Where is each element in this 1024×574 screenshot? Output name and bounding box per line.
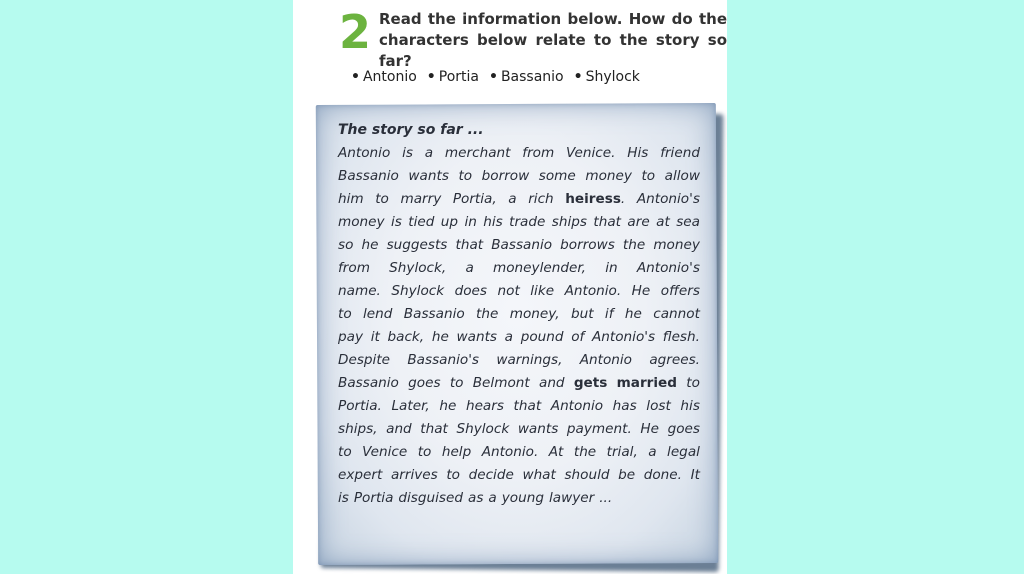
story-word: to bbox=[417, 444, 432, 460]
story-word: in bbox=[464, 214, 477, 230]
story-word: help bbox=[441, 444, 472, 460]
story-word: up bbox=[440, 214, 459, 230]
textbook-page bbox=[293, 0, 727, 574]
story-line bbox=[338, 188, 700, 211]
story-word: Bassanio bbox=[403, 306, 465, 322]
story-word: money bbox=[338, 214, 385, 230]
story-word: Shylock bbox=[391, 283, 445, 299]
story-word: Antonio. bbox=[564, 283, 622, 299]
story-word: Antonio's bbox=[592, 329, 656, 345]
story-word: pay bbox=[338, 329, 364, 345]
story-word: it bbox=[370, 329, 380, 345]
story-word: Antonio's bbox=[636, 191, 700, 207]
story-word: Portia. bbox=[338, 398, 382, 414]
story-word: young bbox=[501, 490, 544, 506]
story-word: what bbox=[522, 467, 556, 483]
story-word: moneylender, bbox=[493, 260, 586, 276]
task-number: 2 bbox=[339, 5, 372, 59]
story-word: tied bbox=[408, 214, 435, 230]
story-word: lawyer bbox=[549, 490, 595, 506]
story-word: he bbox=[624, 306, 642, 322]
story-word: wants bbox=[456, 329, 497, 345]
story-line bbox=[338, 349, 700, 372]
story-line bbox=[338, 326, 700, 349]
story-word: Shylock, bbox=[389, 260, 447, 276]
story-word: Bassanio's bbox=[407, 352, 480, 368]
story-box bbox=[338, 121, 700, 510]
story-word: friend bbox=[660, 145, 700, 161]
story-word: and bbox=[386, 421, 412, 437]
story-word: agrees. bbox=[649, 352, 700, 368]
story-word: he bbox=[439, 398, 457, 414]
emphasized-word: married bbox=[616, 375, 677, 391]
story-word: hears bbox=[465, 398, 504, 414]
story-word: Bassanio bbox=[491, 237, 553, 253]
story-word: warnings, bbox=[496, 352, 563, 368]
story-word: wants bbox=[517, 421, 559, 437]
story-word: wants bbox=[408, 168, 449, 184]
story-line bbox=[338, 464, 700, 487]
story-word: if bbox=[604, 306, 614, 322]
story-word: the bbox=[622, 237, 646, 253]
story-line bbox=[338, 418, 700, 441]
character-name: Shylock bbox=[585, 69, 640, 85]
bullet-icon: • bbox=[426, 69, 436, 85]
story-word: he bbox=[431, 329, 449, 345]
story-line bbox=[338, 234, 700, 257]
story-word: trade bbox=[509, 214, 546, 230]
story-word: back, bbox=[387, 329, 425, 345]
story-word: lost bbox=[646, 398, 671, 414]
story-word: of bbox=[571, 329, 585, 345]
story-word: some bbox=[538, 168, 576, 184]
story-word: borrows bbox=[560, 237, 615, 253]
story-word: is bbox=[402, 145, 413, 161]
story-word: Shylock bbox=[456, 421, 510, 437]
story-word: so bbox=[338, 237, 354, 253]
story-word: decide bbox=[468, 467, 514, 483]
story-word: a bbox=[648, 444, 657, 460]
story-word: his bbox=[483, 214, 503, 230]
story-word: His bbox=[627, 145, 649, 161]
story-word: him bbox=[338, 191, 364, 207]
story-word: disguised bbox=[398, 490, 463, 506]
character-item bbox=[574, 67, 640, 87]
story-line bbox=[338, 211, 700, 234]
story-word: flesh. bbox=[662, 329, 700, 345]
story-word: Venice. bbox=[566, 145, 616, 161]
story-word: a bbox=[488, 490, 497, 506]
story-word: to bbox=[338, 444, 352, 460]
story-word: but bbox=[570, 306, 594, 322]
story-word: payment. bbox=[566, 421, 632, 437]
story-word: expert bbox=[338, 467, 383, 483]
story-word: allow bbox=[664, 168, 700, 184]
bullet-icon: • bbox=[488, 69, 498, 85]
story-word: that bbox=[420, 421, 448, 437]
story-word: to bbox=[449, 375, 464, 391]
story-word: the bbox=[573, 444, 597, 460]
story-word: rich bbox=[528, 191, 554, 207]
story-word: Antonio bbox=[338, 145, 391, 161]
bullet-icon: • bbox=[351, 69, 360, 85]
story-word: that bbox=[455, 237, 484, 253]
bullet-icon: • bbox=[573, 69, 583, 85]
story-word: He bbox=[640, 421, 659, 437]
story-word: Portia, bbox=[452, 191, 497, 207]
story-word: Bassanio bbox=[338, 375, 399, 391]
story-title: The story so far ... bbox=[338, 122, 484, 138]
story-word: legal bbox=[667, 444, 700, 460]
story-word: from bbox=[338, 260, 370, 276]
story-word: money bbox=[653, 237, 700, 253]
story-word: Despite bbox=[338, 352, 391, 368]
story-word: like bbox=[530, 283, 555, 299]
story-word: a bbox=[424, 145, 434, 161]
story-word: cannot bbox=[653, 306, 700, 322]
story-word: suggests bbox=[386, 237, 448, 253]
story-word: should bbox=[564, 467, 610, 483]
story-line bbox=[338, 395, 700, 418]
story-word: not bbox=[497, 283, 520, 299]
story-text bbox=[338, 142, 700, 510]
story-word: Antonio's bbox=[636, 260, 700, 276]
story-word: are bbox=[627, 214, 650, 230]
story-line bbox=[338, 487, 700, 510]
story-word: Later, bbox=[391, 398, 430, 414]
character-name: Antonio bbox=[362, 69, 417, 85]
emphasized-word: heiress bbox=[565, 191, 621, 207]
story-word: from bbox=[522, 145, 555, 161]
story-word: borrow bbox=[481, 168, 530, 184]
story-word: a bbox=[465, 260, 474, 276]
story-line bbox=[338, 142, 700, 165]
story-word: ships, bbox=[338, 421, 378, 437]
character-item bbox=[427, 67, 479, 87]
story-line bbox=[338, 257, 700, 280]
story-word: arrives bbox=[390, 467, 438, 483]
story-word: the bbox=[476, 306, 499, 322]
story-word: at bbox=[656, 214, 670, 230]
story-word: in bbox=[605, 260, 618, 276]
story-word: to bbox=[686, 375, 700, 391]
story-word: lend bbox=[363, 306, 393, 322]
story-word: trial, bbox=[606, 444, 638, 460]
emphasized-word: gets bbox=[573, 375, 608, 391]
story-word: has bbox=[612, 398, 637, 414]
task-instruction: Read the information below. How do the characters below relate to the story so far? bbox=[379, 10, 727, 70]
story-word: Portia bbox=[353, 490, 394, 506]
story-word: heiress. bbox=[565, 191, 626, 207]
story-word: as bbox=[468, 490, 484, 506]
story-word: be bbox=[618, 467, 636, 483]
story-line bbox=[338, 165, 700, 188]
story-word: sea bbox=[676, 214, 700, 230]
story-word: to bbox=[375, 191, 389, 207]
story-word: is bbox=[391, 214, 402, 230]
story-word: Belmont bbox=[472, 375, 530, 391]
story-word: Bassanio bbox=[338, 168, 399, 184]
story-word: is bbox=[338, 490, 349, 506]
story-line bbox=[338, 372, 700, 395]
story-word: It bbox=[690, 467, 700, 483]
story-word: pound bbox=[520, 329, 564, 345]
story-word: that bbox=[593, 214, 621, 230]
story-word: offers bbox=[660, 283, 700, 299]
story-word: goes bbox=[408, 375, 441, 391]
story-word: money bbox=[585, 168, 632, 184]
character-list bbox=[351, 67, 640, 87]
story-word: name. bbox=[338, 283, 381, 299]
story-word: and bbox=[538, 375, 565, 391]
story-word: he bbox=[361, 237, 379, 253]
story-line bbox=[338, 280, 700, 303]
story-word: to bbox=[458, 168, 473, 184]
story-word: money, bbox=[509, 306, 560, 322]
story-word: to bbox=[338, 306, 352, 322]
story-word: marry bbox=[400, 191, 442, 207]
story-word: He bbox=[631, 283, 651, 299]
story-word: Antonio bbox=[550, 398, 604, 414]
story-word: to bbox=[641, 168, 656, 184]
character-item bbox=[489, 67, 564, 87]
story-line bbox=[338, 303, 700, 326]
story-word: Antonio. bbox=[481, 444, 539, 460]
story-word: a bbox=[508, 191, 517, 207]
story-word: a bbox=[504, 329, 514, 345]
character-item bbox=[351, 67, 417, 87]
character-name: Portia bbox=[438, 69, 479, 85]
story-word: done. bbox=[643, 467, 682, 483]
story-word: ships bbox=[551, 214, 587, 230]
story-word: that bbox=[513, 398, 542, 414]
story-word: ... bbox=[599, 490, 613, 506]
story-word: does bbox=[454, 283, 488, 299]
story-line bbox=[338, 441, 700, 464]
story-word: his bbox=[680, 398, 700, 414]
story-word: goes bbox=[667, 421, 700, 437]
character-name: Bassanio bbox=[500, 69, 564, 85]
story-word: Antonio bbox=[579, 352, 632, 368]
story-word: At bbox=[548, 444, 564, 460]
story-word: Venice bbox=[362, 444, 408, 460]
story-word: merchant bbox=[444, 145, 511, 161]
story-word: to bbox=[446, 467, 460, 483]
